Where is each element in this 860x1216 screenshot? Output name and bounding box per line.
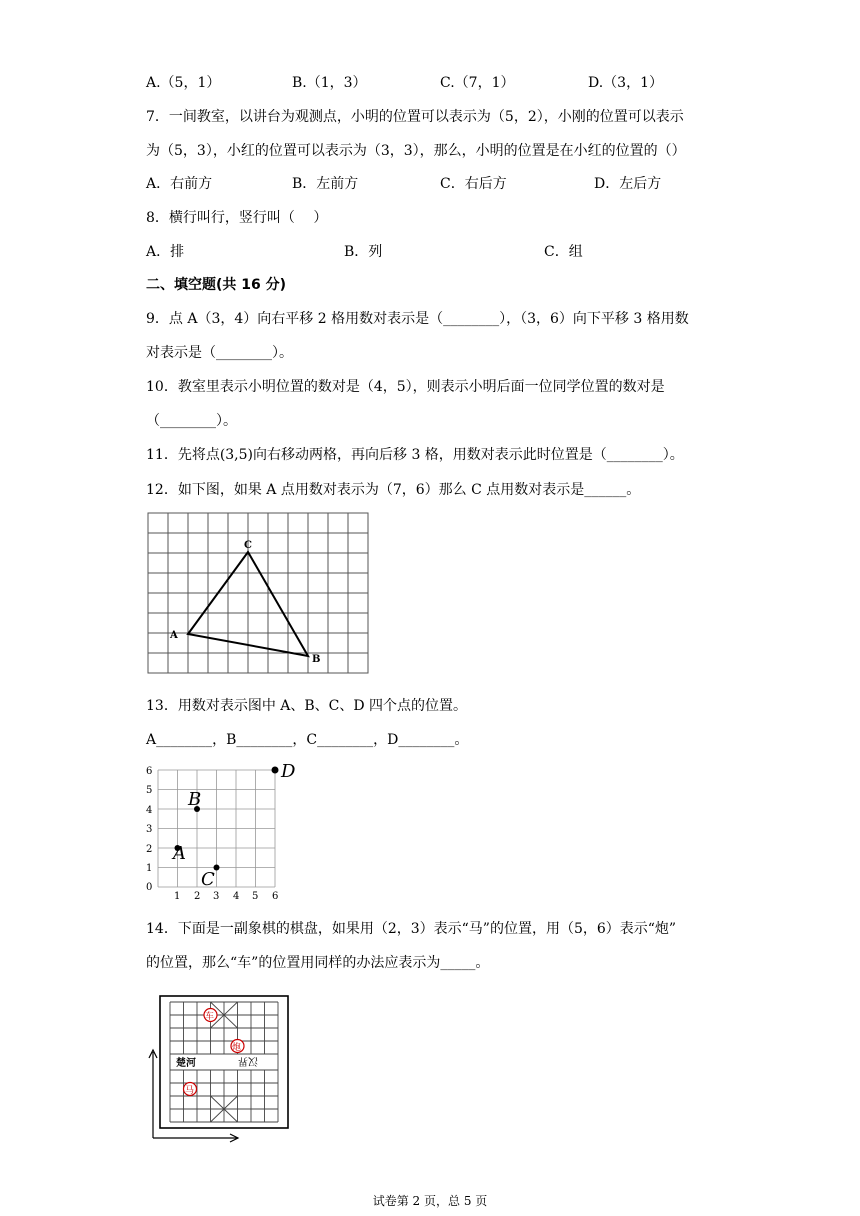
x-tick-2: 2 [194,891,201,900]
q6-option-a: A.（5，1） [146,75,221,91]
q14-chessboard [140,988,300,1148]
label-a: A [170,630,178,641]
x-tick-5: 5 [252,891,259,900]
point-d [272,767,279,774]
chess-piece-mid [231,1040,244,1054]
q9-line2: 对表示是（________）。 [146,345,293,361]
q7-option-b: B．左前方 [292,176,359,192]
y-tick-6: 6 [146,766,153,777]
chess-piece-top [204,1009,217,1023]
y-tick-0: 0 [146,882,153,893]
x-tick-1: 1 [174,891,181,900]
section-heading: 二、填空题(共 16 分) [146,277,287,293]
label-d: D [281,761,296,782]
q6-option-b: B.（1，3） [292,75,367,91]
page-footer: 试卷第 2 页，总 5 页 [372,1194,488,1208]
chess-piece-low-glyph: 马 [185,1086,195,1096]
q11-line1: 11．先将点(3,5)向右移动两格，再向后移 3 格，用数对表示此时位置是（________）。 [146,447,684,463]
river-label-left: 楚河 [176,1058,196,1069]
q10-line2: （________）。 [146,413,237,429]
y-tick-3: 3 [146,824,153,835]
chess-piece-top-glyph: 车 [205,1012,215,1022]
x-tick-4: 4 [233,891,240,900]
q7-line2: 为（5，3），小红的位置可以表示为（3，3），那么，小明的位置是在小红的位置的（） [146,143,686,159]
y-tick-1: 1 [146,863,153,874]
label-c: C [201,869,215,890]
q14-line1: 14．下面是一副象棋的棋盘，如果用（2，3）表示“马”的位置，用（5，6）表示“炮” [146,921,677,937]
q7-option-d: D．左后方 [594,176,662,192]
x-tick-6: 6 [272,891,279,900]
q8-option-b: B．列 [344,244,383,260]
q8-option-c: C．组 [544,244,583,260]
label-a: A [173,843,186,864]
q6-option-d: D.（3，1） [588,75,663,91]
q14-line2: 的位置，那么“车”的位置用同样的办法应表示为_____。 [146,955,490,971]
x-tick-3: 3 [213,891,220,900]
q12-triangle-grid [140,506,380,682]
q6-option-c: C.（7，1） [440,75,515,91]
label-b: B [188,789,202,810]
y-tick-4: 4 [146,805,153,816]
q10-line1: 10．教室里表示小明位置的数对是（4，5），则表示小明后面一位同学位置的数对是 [146,379,665,395]
q9-line1: 9．点 A（3，4）向右平移 2 格用数对表示是（________），（3，6）向下平移 3 格用数 [146,311,689,327]
q7-option-a: A．右前方 [146,176,213,192]
q13-line1: 13．用数对表示图中 A、B、C、D 四个点的位置。 [146,698,468,714]
q12-line1: 12．如下图，如果 A 点用数对表示为（7，6）那么 C 点用数对表示是______。 [146,482,641,498]
river-label-right: 汉界 [238,1055,258,1066]
q13-line2: A________，B________，C________，D________。 [146,732,469,748]
q8-option-a: A．排 [146,244,185,260]
q7-line1: 7．一间教室，以讲台为观测点，小明的位置可以表示为（5，2），小刚的位置可以表示 [146,109,684,125]
label-c: C [244,540,252,551]
label-b: B [312,654,321,665]
q8-line1: 8．横行叫行，竖行叫（ ） [146,210,328,226]
chess-piece-mid-glyph: 炮 [232,1043,242,1053]
q7-option-c: C．右后方 [440,176,507,192]
q13-coordinate-grid [140,760,310,900]
y-tick-5: 5 [146,785,153,796]
chess-piece-low [184,1083,197,1097]
y-tick-2: 2 [146,844,153,855]
